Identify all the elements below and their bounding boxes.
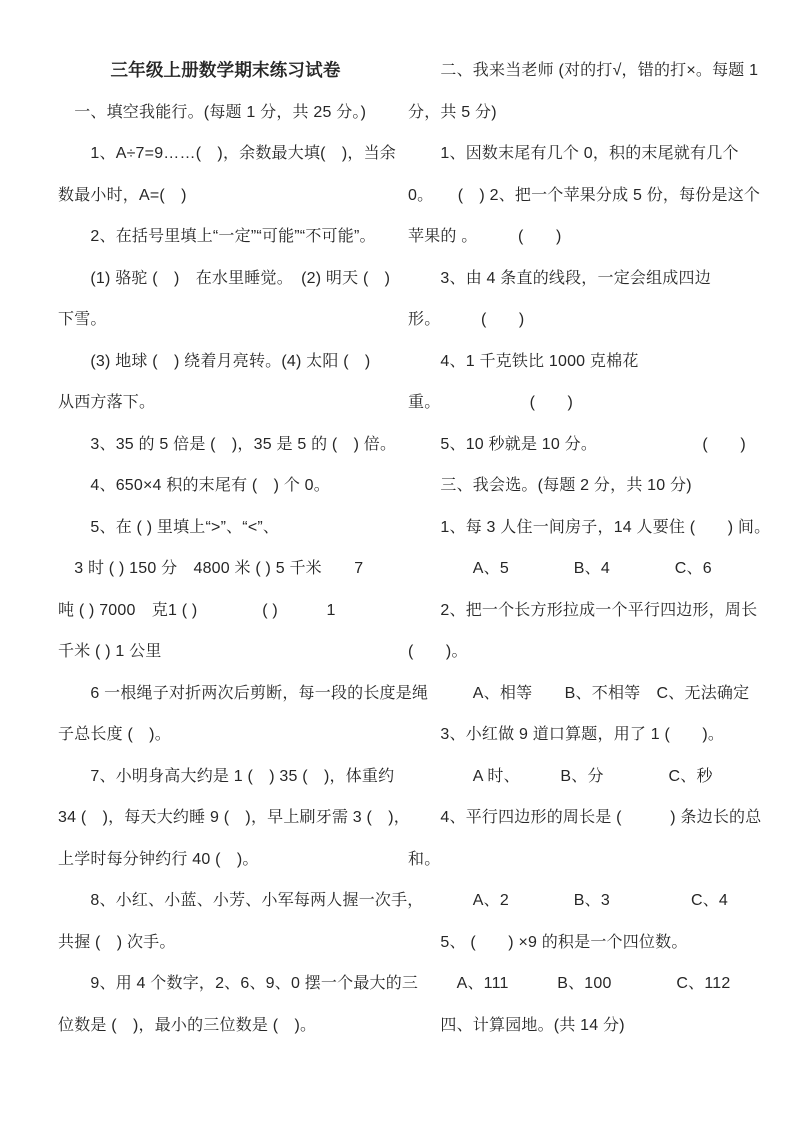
text-line: A、5 B、4 C、6: [408, 560, 712, 577]
text-line: 从西方落下。: [58, 394, 156, 411]
text-line: 形。 ( ): [408, 311, 525, 328]
text-line: 34 ( )，每天大约睡 9 ( )，早上刷牙需 3 ( )，: [58, 809, 410, 826]
text-line: (1) 骆驼 ( ) 在水里睡觉。 (2) 明天 ( ): [58, 269, 391, 287]
text-line: 和。: [408, 850, 441, 868]
text-line: 一、填空我能行。(每题 1 分，共 25 分。): [58, 103, 367, 121]
text-line: 子总长度 ( )。: [58, 726, 171, 743]
text-line: 4、1 千克铁比 1000 克棉花: [408, 352, 639, 370]
text-line: 数最小时，A=( ): [58, 186, 187, 204]
text-line: 1、因数末尾有几个 0，积的末尾就有几个: [408, 145, 739, 162]
text-line: 1、每 3 人住一间房子，14 人要住 ( ) 间。: [408, 518, 771, 536]
right-column: [408, 50, 771, 1122]
text-line: 3、由 4 条直的线段，一定会组成四边: [408, 269, 711, 287]
text-line: 8、小红、小蓝、小芳、小军每两人握一次手，: [58, 892, 424, 909]
text-line: 千米 ( ) 1 公里: [58, 643, 162, 660]
text-line: 上学时每分钟约行 40 ( )。: [58, 850, 259, 868]
text-line: 吨 ( ) 7000 克1 ( ) ( ) 1: [58, 601, 336, 619]
text-line: 5、10 秒就是 10 分。 ( ): [408, 435, 746, 453]
text-line: A、111 B、100 C、112: [408, 975, 731, 992]
text-line: ( )。: [408, 643, 468, 660]
text-line: A、2 B、3 C、4: [408, 892, 728, 909]
text-line: 9、用 4 个数字，2、6、9、0 摆一个最大的三: [58, 975, 419, 992]
text-line: 3 时 ( ) 150 分 4800 米 ( ) 5 千米 7: [58, 560, 364, 577]
text-line: 下雪。: [58, 311, 107, 328]
text-line: 6 一根绳子对折两次后剪断，每一段的长度是绳: [58, 684, 429, 702]
text-line: 3、小红做 9 道口算题，用了 1 ( )。: [408, 726, 725, 743]
text-line: 位数是 ( )，最小的三位数是 ( )。: [58, 1016, 317, 1034]
text-line: 分，共 5 分): [408, 103, 497, 121]
text-line: 4、650×4 积的末尾有 ( ) 个 0。: [58, 477, 330, 494]
text-line: 3、35 的 5 倍是 ( )，35 是 5 的 ( ) 倍。: [58, 435, 397, 453]
text-line: 三年级上册数学期末练习试卷: [110, 60, 341, 80]
text-line: A 时、 B、分 C、秒: [408, 767, 713, 785]
text-line: 2、在括号里填上“一定”“可能”“不可能”。: [58, 228, 376, 245]
text-line: 共握 ( ) 次手。: [58, 933, 176, 951]
text-line: A、相等 B、不相等 C、无法确定: [408, 684, 750, 702]
text-line: 四、计算园地。(共 14 分): [408, 1016, 625, 1034]
text-line: 二、我来当老师 (对的打√，错的打×。每题 1: [408, 62, 759, 79]
text-line: 重。 ( ): [408, 394, 574, 411]
text-line: 三、我会选。(每题 2 分，共 10 分): [408, 477, 692, 494]
left-column: [58, 50, 429, 1122]
text-line: 0。 ( ) 2、把一个苹果分成 5 份，每份是这个: [408, 186, 761, 204]
text-line: 4、平行四边形的周长是 ( ) 条边长的总: [408, 809, 762, 826]
text-line: (3) 地球 ( ) 绕着月亮转。(4) 太阳 ( ): [58, 352, 371, 370]
text-line: 7、小明身高大约是 1 ( ) 35 ( )，体重约: [58, 767, 395, 785]
text-line: 1、A÷7=9……( )，余数最大填( )，当余: [58, 145, 397, 162]
text-line: 5、 ( ) ×9 的积是一个四位数。: [408, 933, 688, 951]
text-line: 苹果的 。 ( ): [408, 228, 562, 245]
text-line: 5、在 ( ) 里填上“>”、“<”、: [58, 518, 280, 536]
text-line: 2、把一个长方形拉成一个平行四边形，周长: [408, 601, 758, 619]
